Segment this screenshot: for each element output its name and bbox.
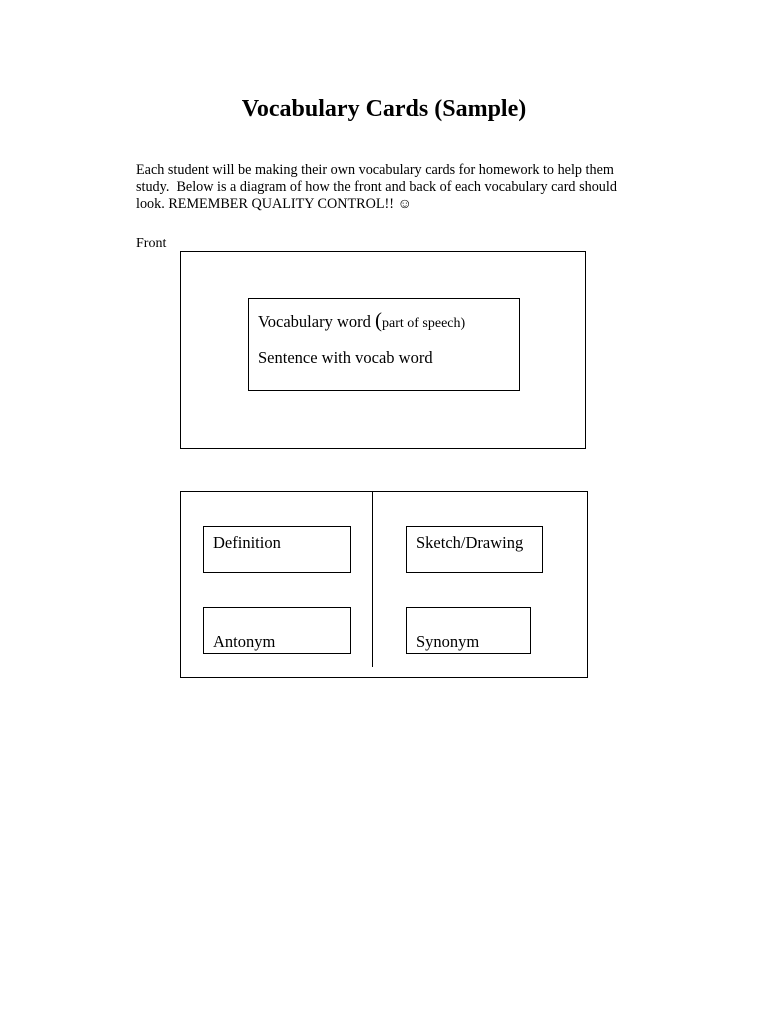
- intro-line-1: Each student will be making their own vocabulary cards for homework to help them: [136, 162, 614, 178]
- definition-label: Definition: [213, 533, 281, 552]
- antonym-box: [203, 607, 351, 654]
- vocab-word-label: Vocabulary word: [258, 312, 375, 331]
- intro-paragraph: [136, 162, 666, 213]
- intro-line-2: study. Below is a diagram of how the front and back of each vocabulary card should: [136, 179, 617, 195]
- vocab-word-line: [258, 308, 465, 336]
- definition-box: [203, 526, 351, 573]
- paren-open: (: [375, 308, 382, 332]
- antonym-label: Antonym: [213, 632, 276, 651]
- synonym-label: Synonym: [416, 632, 480, 651]
- front-card-content-box: [248, 298, 520, 391]
- sketch-drawing-box: [406, 526, 543, 573]
- sentence-label: Sentence with vocab word: [258, 348, 433, 367]
- back-card-divider: [372, 492, 373, 667]
- front-label: Front: [136, 236, 167, 251]
- sketch-drawing-label: Sketch/Drawing: [416, 533, 524, 552]
- intro-line-3: look. REMEMBER QUALITY CONTROL!! ☺: [136, 196, 413, 212]
- synonym-box: [406, 607, 531, 654]
- part-of-speech-label: part of speech): [382, 316, 466, 331]
- page-title: Vocabulary Cards (Sample): [241, 96, 527, 122]
